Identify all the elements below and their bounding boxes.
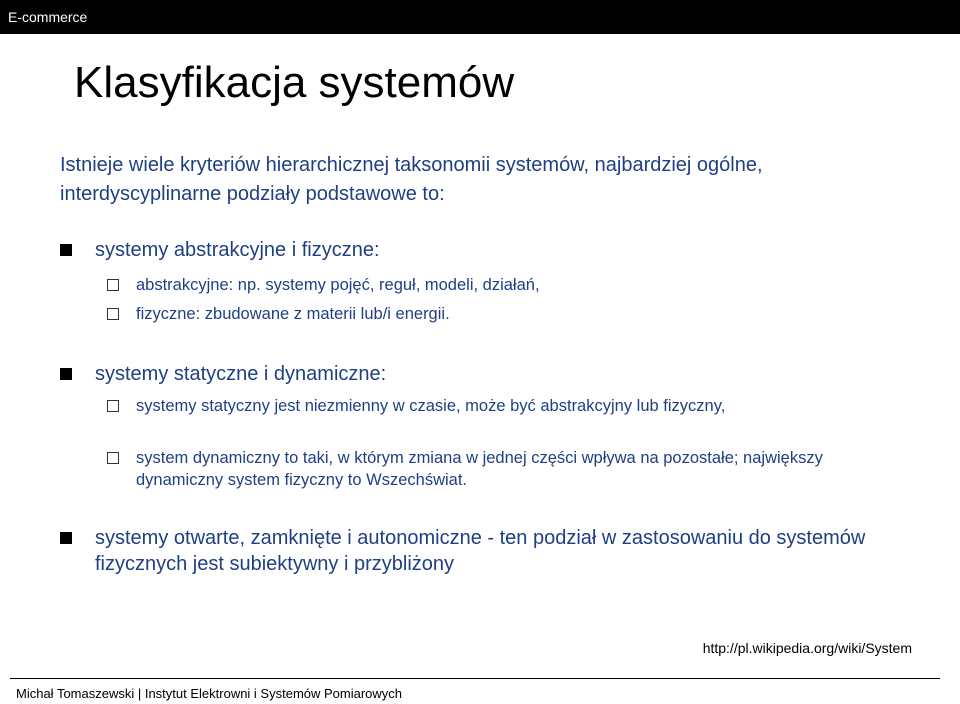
sub-bullet-text: system dynamiczny to taki, w którym zmiana w jednej części wpływa na pozostałe; największy dynamiczny system fizyczny to Wszechświat. xyxy=(136,449,823,489)
footer-divider xyxy=(10,678,940,679)
source-link[interactable]: http://pl.wikipedia.org/wiki/System xyxy=(702,640,912,656)
footer-author: Michał Tomaszewski | Instytut Elektrowni i Systemów Pomiarowych xyxy=(16,686,403,701)
hollow-square-bullet-icon xyxy=(107,308,119,320)
square-bullet-icon xyxy=(60,368,72,380)
bullet-text: systemy otwarte, zamknięte i autonomiczne - ten podział w zastosowaniu do systemów fizycznych jest subiektywny i przybliżony xyxy=(95,527,866,575)
slide-title: Klasyfikacja systemów xyxy=(74,58,515,107)
sub-bullet-text: fizyczne: zbudowane z materii lub/i energii. xyxy=(136,305,450,323)
sub-bullet-text: abstrakcyjne: np. systemy pojęć, reguł, modeli, działań, xyxy=(136,276,540,294)
intro-text: Istnieje wiele kryteriów hierarchicznej taksonomii systemów, najbardziej ogólne, interdyscyplinarne podziały podstawowe to: xyxy=(60,154,763,205)
hollow-square-bullet-icon xyxy=(107,452,119,464)
sub-bullet-text: systemy statyczny jest niezmienny w czasie, może być abstrakcyjny lub fizyczny, xyxy=(136,397,726,415)
square-bullet-icon xyxy=(60,532,72,544)
header-bar xyxy=(0,0,960,34)
header-label: E-commerce xyxy=(8,9,88,25)
bullet-text: systemy statyczne i dynamiczne: xyxy=(95,363,387,385)
square-bullet-icon xyxy=(60,244,72,256)
bullet-text: systemy abstrakcyjne i fizyczne: xyxy=(95,239,380,261)
hollow-square-bullet-icon xyxy=(107,279,119,291)
hollow-square-bullet-icon xyxy=(107,400,119,412)
